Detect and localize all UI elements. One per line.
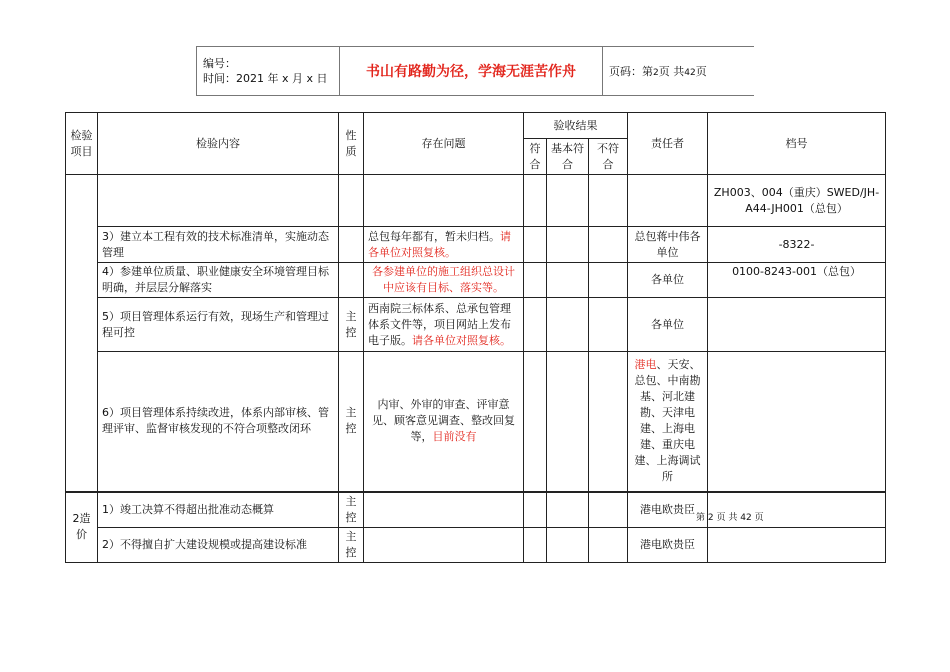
document-header [196,46,754,96]
nature-cell [339,263,364,298]
header-archive: 档号 [708,113,886,175]
issues-cell: 西南院三标体系、总承包管理体系文件等，项目网站上发布电子版。请各单位对照复核。 [364,298,524,352]
page-indicator: 页码：第2页 共42页 [603,47,755,96]
content-cell: 4）参建单位质量、职业健康安全环境管理目标明确，并层层分解落实 [98,263,339,298]
header-basic: 基本符合 [547,139,589,175]
owner-cell [628,175,708,227]
header-content: 检验内容 [98,113,339,175]
nature-cell [339,227,364,263]
header-item: 检验项目 [66,113,98,175]
archive-cell [708,528,886,563]
header-fail: 不符合 [589,139,628,175]
archive-cell: 0100-8243-001（总包） [708,263,886,298]
owner-cell: 港电、天安、总包、中南勘基、河北建勘、天津电建、上海电建、重庆电建、上海调试所 [628,352,708,492]
issues-cell: 内审、外审的审查、评审意见、顾客意见调查、整改回复等，目前没有 [364,352,524,492]
nature-cell [339,175,364,227]
table-row [66,175,886,227]
table-header-row [66,113,886,139]
item-cell [66,175,98,492]
header-nature: 性质 [339,113,364,175]
content-cell: 5）项目管理体系运行有效，现场生产和管理过程可控 [98,298,339,352]
archive-cell: -8322- [708,227,886,263]
table-row [66,263,886,298]
nature-cell: 主控 [339,298,364,352]
nature-cell: 主控 [339,352,364,492]
header-result: 验收结果 [524,113,628,139]
motto: 书山有路勤为径，学海无涯苦作舟 [340,47,603,96]
inspection-table [65,112,886,563]
issues-cell: 总包每年都有，暂未归档。请各单位对照复核。 [364,227,524,263]
content-cell: 2）不得擅自扩大建设规模或提高建设标准 [98,528,339,563]
issues-cell [364,175,524,227]
item-cell: 2造价 [66,492,98,563]
content-cell: 3）建立本工程有效的技术标准清单，实施动态管理 [98,227,339,263]
table-row [66,227,886,263]
archive-cell [708,298,886,352]
owner-cell: 港电欧贵臣 [628,492,708,528]
owner-cell: 总包蒋中伟各单位 [628,227,708,263]
time-label: 时间：2021 年 x 月 x 日 [203,72,328,85]
nature-cell: 主控 [339,528,364,563]
owner-cell: 各单位 [628,298,708,352]
table-row [66,352,886,492]
header-pass: 符合 [524,139,547,175]
content-cell: 6）项目管理体系持续改进，体系内部审核、管理评审、监督审核发现的不符合项整改闭环 [98,352,339,492]
header-meta [197,47,340,96]
content-cell [98,175,339,227]
header-owner: 责任者 [628,113,708,175]
archive-cell [708,352,886,492]
archive-cell: ZH003、004（重庆）SWED/JH-A44-JH001（总包） [708,175,886,227]
owner-cell: 港电欧贵臣 [628,528,708,563]
table-row [66,298,886,352]
table-row [66,528,886,563]
owner-cell: 各单位 [628,263,708,298]
issues-cell: 各参建单位的施工组织总设计中应该有目标、落实等。 [364,263,524,298]
header-issues: 存在问题 [364,113,524,175]
nature-cell: 主控 [339,492,364,528]
content-cell: 1）竣工决算不得超出批准动态概算 [98,492,339,528]
number-label: 编号： [203,57,236,70]
page-number-overlay: 第 2 页 共 42 页 [696,513,764,523]
